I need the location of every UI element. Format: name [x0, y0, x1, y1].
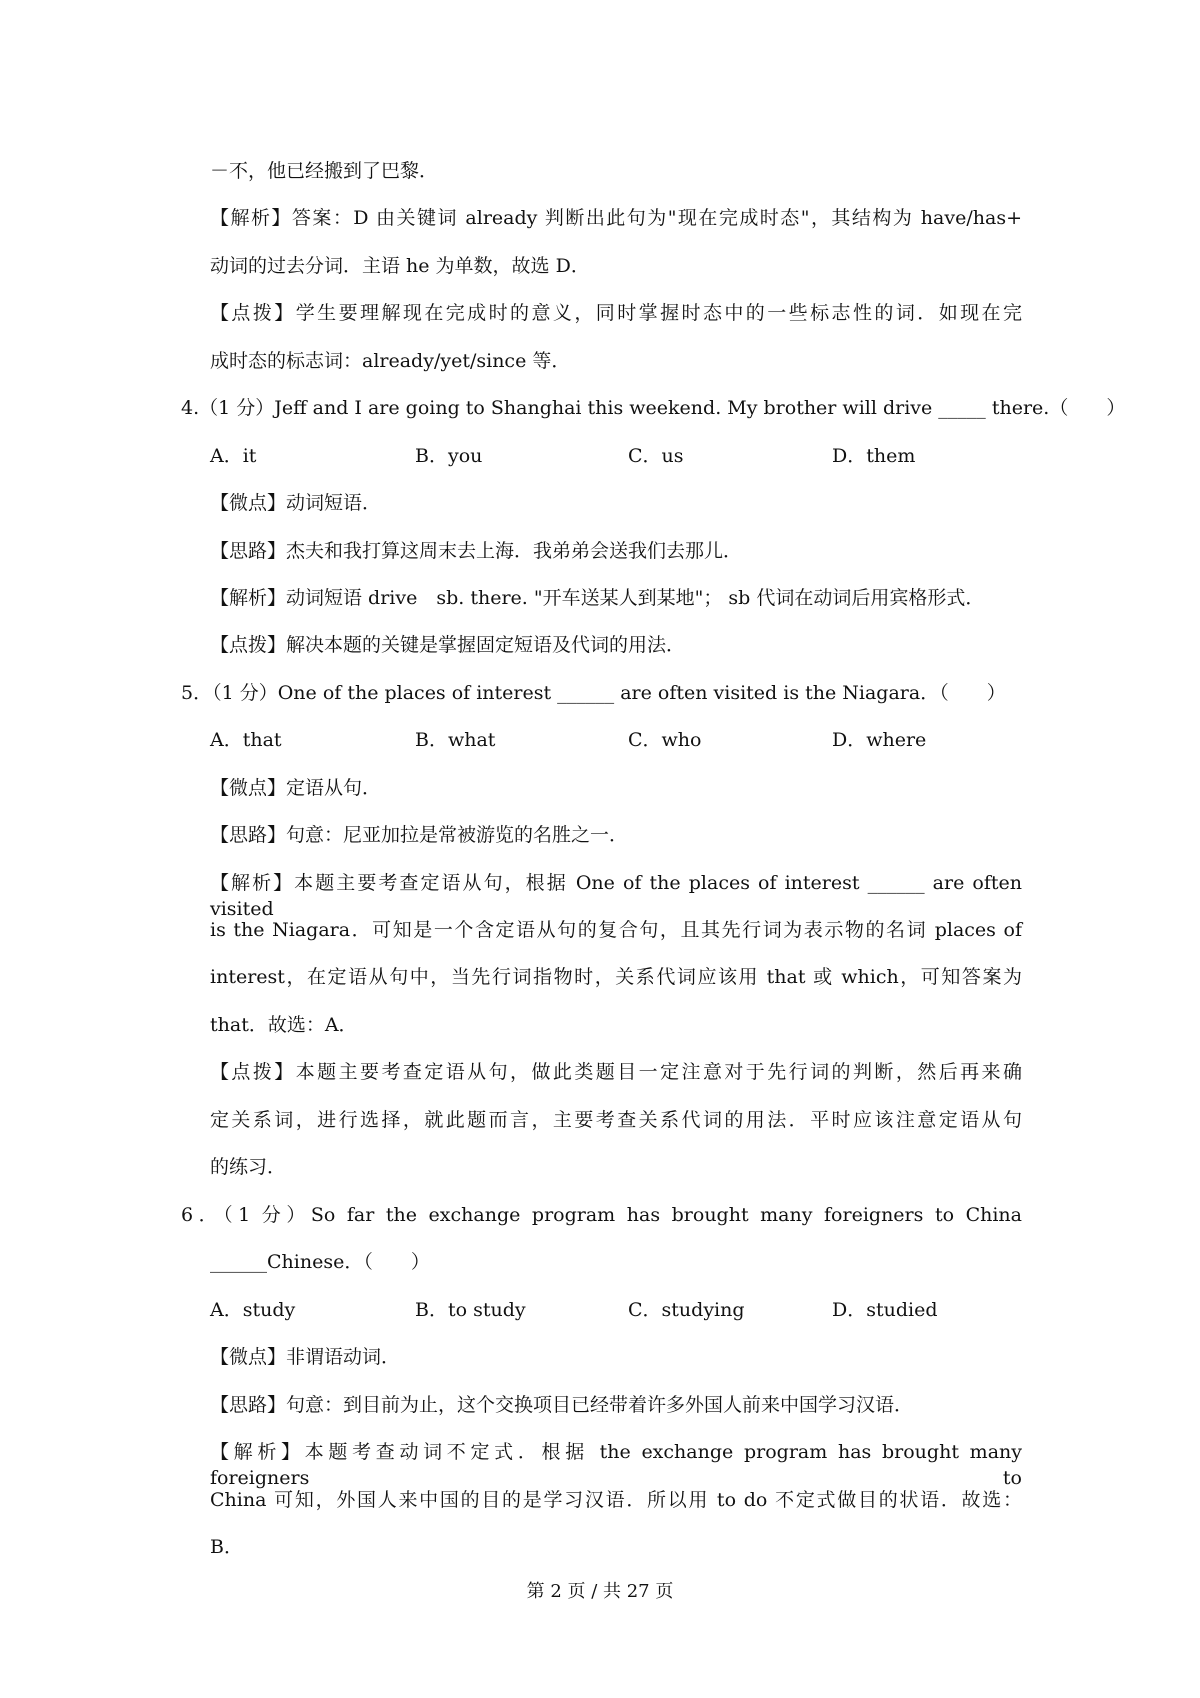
answer-line: －不，他已经搬到了巴黎．	[210, 160, 439, 182]
analysis-line: B．	[210, 1536, 243, 1558]
question-6-stem: 6．（1 分）So far the exchange program has brought many foreigners to China	[181, 1204, 1022, 1226]
option-b: B．to study	[415, 1299, 526, 1321]
analysis-line: that．故选：A．	[210, 1014, 358, 1036]
micro-point: 【微点】定语从句．	[210, 777, 382, 799]
tip-line: 成时态的标志词：already/yet/since 等．	[210, 350, 571, 372]
analysis-line: 【解析】动词短语 drive sb. there. "开车送某人到某地"； sb 代词在动词后用宾格形式．	[210, 587, 985, 609]
tip-line: 的练习．	[210, 1156, 287, 1178]
question-5-stem: 5．（1 分）One of the places of interest ______ are often visited is the Niagara．（ ）	[181, 682, 1006, 704]
option-a: A．study	[210, 1299, 296, 1321]
option-d: D．studied	[832, 1299, 938, 1321]
tip-line: 【点拨】学生要理解现在完成时的意义，同时掌握时态中的一些标志性的词．如现在完	[210, 302, 1022, 324]
tip-line: 【点拨】本题主要考查定语从句，做此类题目一定注意对于先行词的判断，然后再来确	[210, 1061, 1022, 1083]
analysis-line: 【解析】本题考查动词不定式．根据 the exchange program has brought many foreigners to	[210, 1441, 1022, 1489]
question-6-stem-cont: ______Chinese．（ ）	[210, 1251, 430, 1273]
tip-line: 定关系词，进行选择，就此题而言，主要考查关系代词的用法．平时应该注意定语从句	[210, 1109, 1022, 1131]
tip-line: 【点拨】解决本题的关键是掌握固定短语及代词的用法．	[210, 634, 686, 656]
analysis-line: 动词的过去分词．主语 he 为单数，故选 D．	[210, 255, 590, 277]
analysis-line: interest，在定语从句中，当先行词指物时，关系代词应该用 that 或 which，可知答案为	[210, 966, 1022, 988]
analysis-line: China 可知，外国人来中国的目的是学习汉语．所以用 to do 不定式做目的状语．故选：	[210, 1489, 1022, 1511]
question-6-options	[210, 1297, 1022, 1323]
micro-point: 【微点】动词短语．	[210, 492, 382, 514]
option-c: C．studying	[628, 1299, 745, 1321]
option-a: A．it	[210, 445, 257, 467]
question-5-options	[210, 727, 1022, 753]
option-b: B．you	[415, 445, 483, 467]
option-a: A．that	[210, 729, 282, 751]
question-4-options	[210, 443, 1022, 469]
thought-line: 【思路】句意：尼亚加拉是常被游览的名胜之一．	[210, 824, 629, 846]
option-d: D．where	[832, 729, 927, 751]
page-footer: 第 2 页 / 共 27 页	[526, 1581, 674, 1602]
option-b: B．what	[415, 729, 496, 751]
question-4-stem: 4.（1 分）Jeff and I are going to Shanghai this weekend. My brother will drive _____ there.（ ）	[181, 397, 1126, 419]
thought-line: 【思路】杰夫和我打算这周末去上海．我弟弟会送我们去那儿．	[210, 540, 743, 562]
thought-line: 【思路】句意：到目前为止，这个交换项目已经带着许多外国人前来中国学习汉语．	[210, 1394, 914, 1416]
micro-point: 【微点】非谓语动词．	[210, 1346, 401, 1368]
analysis-line: 【解析】答案：D 由关键词 already 判断出此句为"现在完成时态"，其结构为 have/has+	[210, 207, 1022, 229]
analysis-line: 【解析】本题主要考查定语从句，根据 One of the places of interest ______ are often visited	[210, 872, 1022, 920]
option-c: C．us	[628, 445, 684, 467]
analysis-line: is the Niagara．可知是一个含定语从句的复合句，且其先行词为表示物的名词 places of	[210, 919, 1022, 941]
option-c: C．who	[628, 729, 702, 751]
option-d: D．them	[832, 445, 916, 467]
